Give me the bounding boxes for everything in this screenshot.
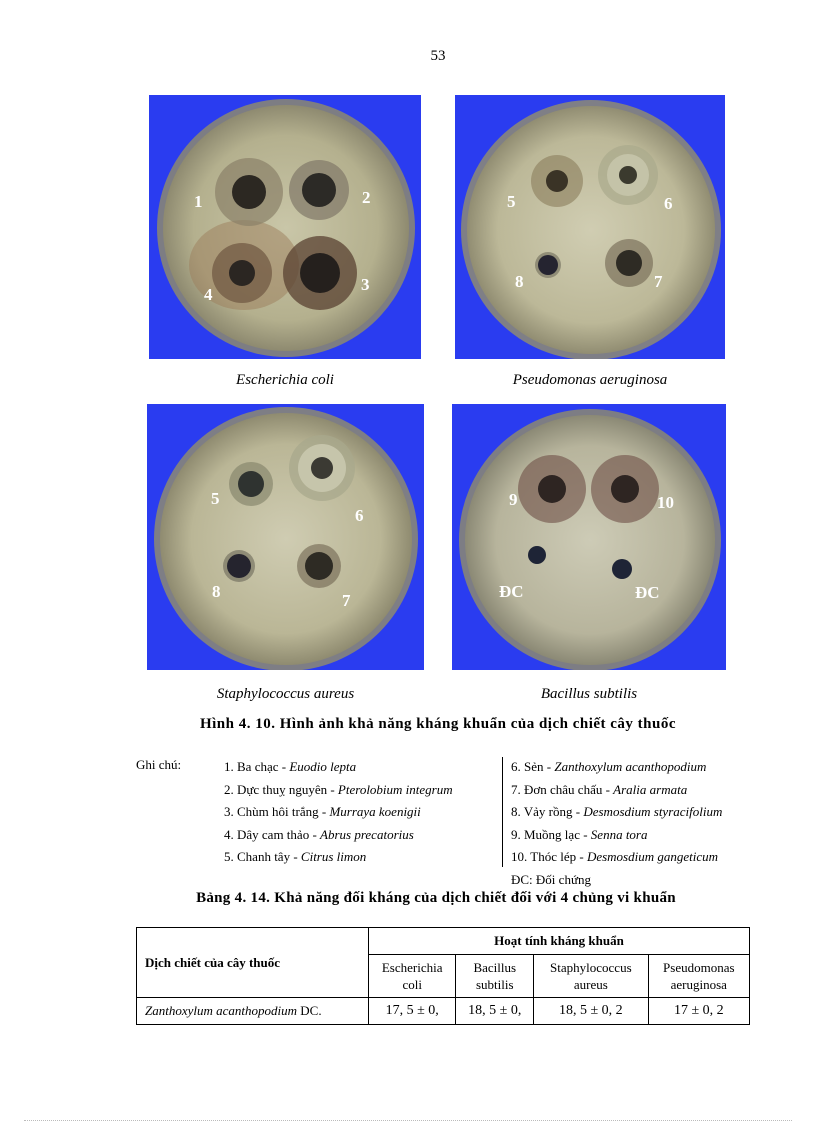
column-header-bacillus-subtilis: Bacillus subtilis <box>456 955 534 998</box>
well-5 <box>531 155 583 207</box>
value-pseudomonas-aeruginosa: 17 ± 0, 2 <box>648 998 749 1025</box>
petri-dish-photo-pseudomonas-aeruginosa <box>455 95 725 359</box>
legend-item: 9. Muồng lạc - Senna tora <box>511 826 648 842</box>
well-6 <box>598 145 658 205</box>
panel-caption-escherichia-coli: Escherichia coli <box>236 372 334 388</box>
panel-caption-staphylococcus-aureus: Staphylococcus aureus <box>216 686 355 702</box>
legend-item: 1. Ba chạc - Euodio lepta <box>224 759 357 774</box>
legend-item: 7. Đơn châu chấu - Aralia armata <box>511 781 688 797</box>
well-label-control-left: ĐC <box>499 582 524 601</box>
well-label-3: 3 <box>361 275 370 294</box>
well-label-2: 2 <box>362 188 371 207</box>
well-label-9: 9 <box>509 490 518 509</box>
page-number: 53 <box>430 48 446 64</box>
legend-item: 2. Dực thuỵ nguyên - Pterolobium integrum <box>224 781 453 797</box>
well-3 <box>283 236 357 310</box>
legend-item: 4. Dây cam thảo - Abrus precatorius <box>224 826 414 842</box>
legend-right-column <box>511 756 722 891</box>
well-2 <box>289 160 349 220</box>
legend-item: 10. Thóc lép - Desmosdium gangeticum <box>511 849 719 864</box>
column-header-escherichia-coli: Escherichia coli <box>369 955 456 998</box>
well-label-8: 8 <box>515 272 524 291</box>
well-10 <box>591 455 659 523</box>
table-row <box>137 998 750 1025</box>
well-label-control-right: ĐC <box>635 583 660 602</box>
legend-control-note: ĐC: Đối chứng <box>511 871 591 887</box>
legend-item: 3. Chùm hôi trắng - Murraya koenigii <box>224 804 421 819</box>
well-9 <box>518 455 586 523</box>
value-bacillus-subtilis: 18, 5 ± 0, <box>456 998 534 1025</box>
well-8 <box>535 252 561 278</box>
well-label-7: 7 <box>342 591 351 610</box>
value-staphylococcus-aureus: 18, 5 ± 0, 2 <box>534 998 648 1025</box>
legend-item: 8. Vảy rồng - Desmosdium styracifolium <box>511 804 723 819</box>
petri-dish-photo-staphylococcus-aureus <box>147 404 424 670</box>
well-control-left <box>528 546 546 564</box>
legend-label: Ghi chú: <box>136 757 182 772</box>
column-header-staphylococcus-aureus: Staphylococcus aureus <box>534 955 648 998</box>
legend-item: 6. Sẻn - Zanthoxylum acanthopodium <box>511 759 707 774</box>
table-group-header: Hoạt tính kháng khuẩn <box>369 928 750 955</box>
well-7 <box>297 544 341 588</box>
well-control-right <box>612 559 632 579</box>
column-header-pseudomonas-aeruginosa: Pseudomonas aeruginosa <box>648 955 749 998</box>
well-label-5: 5 <box>211 489 220 508</box>
legend-left-column <box>224 756 453 869</box>
well-6 <box>289 435 355 501</box>
legend-divider <box>502 757 503 867</box>
row-plant-name: Zanthoxylum acanthopodium DC. <box>137 998 369 1025</box>
antibacterial-activity-table <box>136 927 750 1025</box>
panel-caption-pseudomonas-aeruginosa: Pseudomonas aeruginosa <box>512 372 668 388</box>
well-label-6: 6 <box>355 506 364 525</box>
well-7 <box>605 239 653 287</box>
petri-dish-photo-bacillus-subtilis <box>452 404 726 670</box>
table-row-header: Dịch chiết của cây thuốc <box>137 928 369 998</box>
well-label-1: 1 <box>194 192 203 211</box>
well-label-8: 8 <box>212 582 221 601</box>
well-8 <box>223 550 255 582</box>
well-label-6: 6 <box>664 194 673 213</box>
well-1 <box>215 158 283 226</box>
well-label-4: 4 <box>204 285 213 304</box>
well-4 <box>212 243 272 303</box>
well-label-5: 5 <box>507 192 516 211</box>
legend-item: 5. Chanh tây - Citrus limon <box>224 849 367 864</box>
figure-caption: Hình 4. 10. Hình ảnh khả năng kháng khuẩn của dịch chiết cây thuốc <box>199 716 677 732</box>
well-label-7: 7 <box>654 272 663 291</box>
panel-caption-bacillus-subtilis: Bacillus subtilis <box>540 686 638 702</box>
well-label-10: 10 <box>657 493 674 512</box>
footer-rule <box>24 1120 792 1121</box>
table-title: Bảng 4. 14. Khả năng đối kháng của dịch chiết đối với 4 chủng vi khuẩn <box>196 890 676 906</box>
value-escherichia-coli: 17, 5 ± 0, <box>369 998 456 1025</box>
well-5 <box>229 462 273 506</box>
petri-dish-photo-escherichia-coli <box>149 95 421 359</box>
